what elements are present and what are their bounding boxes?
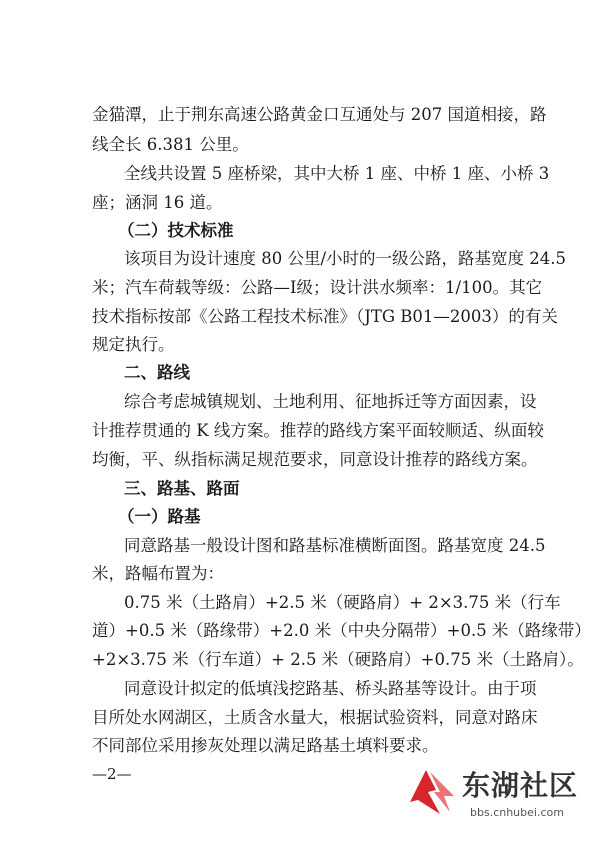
body-line: 计推荐贯通的 K 线方案。推荐的路线方案平面较顺适、纵面较: [92, 421, 544, 440]
body-line: 同意设计拟定的低填浅挖路基、桥头路基等设计。由于项: [124, 679, 537, 698]
body-line: 米；汽车荷载等级：公路—Ⅰ级；设计洪水频率：1/100。其它: [92, 278, 543, 297]
watermark-site-name: 东湖社区: [462, 769, 579, 802]
section-heading: （二）技术标准: [118, 221, 234, 240]
page-number: —2—: [92, 765, 132, 783]
body-line: 规定执行。: [92, 335, 175, 354]
body-line: 全线共设置 5 座桥梁，其中大桥 1 座、中桥 1 座、小桥 3: [124, 164, 550, 183]
body-line: 不同部位采用掺灰处理以满足路基土填料要求。: [92, 736, 439, 755]
body-line: 均衡，平、纵指标满足规范要求，同意设计推荐的路线方案。: [92, 450, 538, 469]
body-line: 线全长 6.381 公里。: [92, 135, 249, 154]
body-line: 综合考虑城镇规划、土地利用、征地拆迁等方面因素，设: [124, 392, 537, 411]
body-line: 该项目为设计速度 80 公里/小时的一级公路，路基宽度 24.5: [124, 249, 567, 268]
body-line: +2×3.75 米（行车道）+ 2.5 米（硬路肩）+0.75 米（土路肩）。: [92, 650, 584, 669]
section-heading: 三、路基、路面: [124, 479, 240, 498]
section-heading: 二、路线: [124, 363, 190, 382]
site-watermark: [406, 758, 586, 838]
body-line: 米，路幅布置为：: [92, 564, 224, 583]
body-line: 技术指标按部《公路工程技术标准》（JTG B01—2003）的有关: [92, 307, 558, 326]
body-line: 同意路基一般设计图和路基标准横断面图。路基宽度 24.5: [124, 536, 546, 555]
body-line: 道）+0.5 米（路缘带）+2.0 米（中央分隔带）+0.5 米（路缘带）: [92, 621, 591, 640]
section-heading: （一）路基: [118, 507, 201, 526]
body-line: 座；涵洞 16 道。: [92, 193, 223, 212]
body-line: 0.75 米（土路肩）+2.5 米（硬路肩）+ 2×3.75 米（行车: [124, 593, 561, 612]
body-line: 目所处水网湖区，土质含水量大，根据试验资料，同意对路床: [92, 708, 538, 727]
watermark-logo-icon: [406, 762, 458, 818]
body-line: 金猫潭，止于荆东高速公路黄金口互通处与 207 国道相接，路: [92, 105, 547, 124]
watermark-url: bbs.cnhubei.com: [470, 806, 564, 819]
